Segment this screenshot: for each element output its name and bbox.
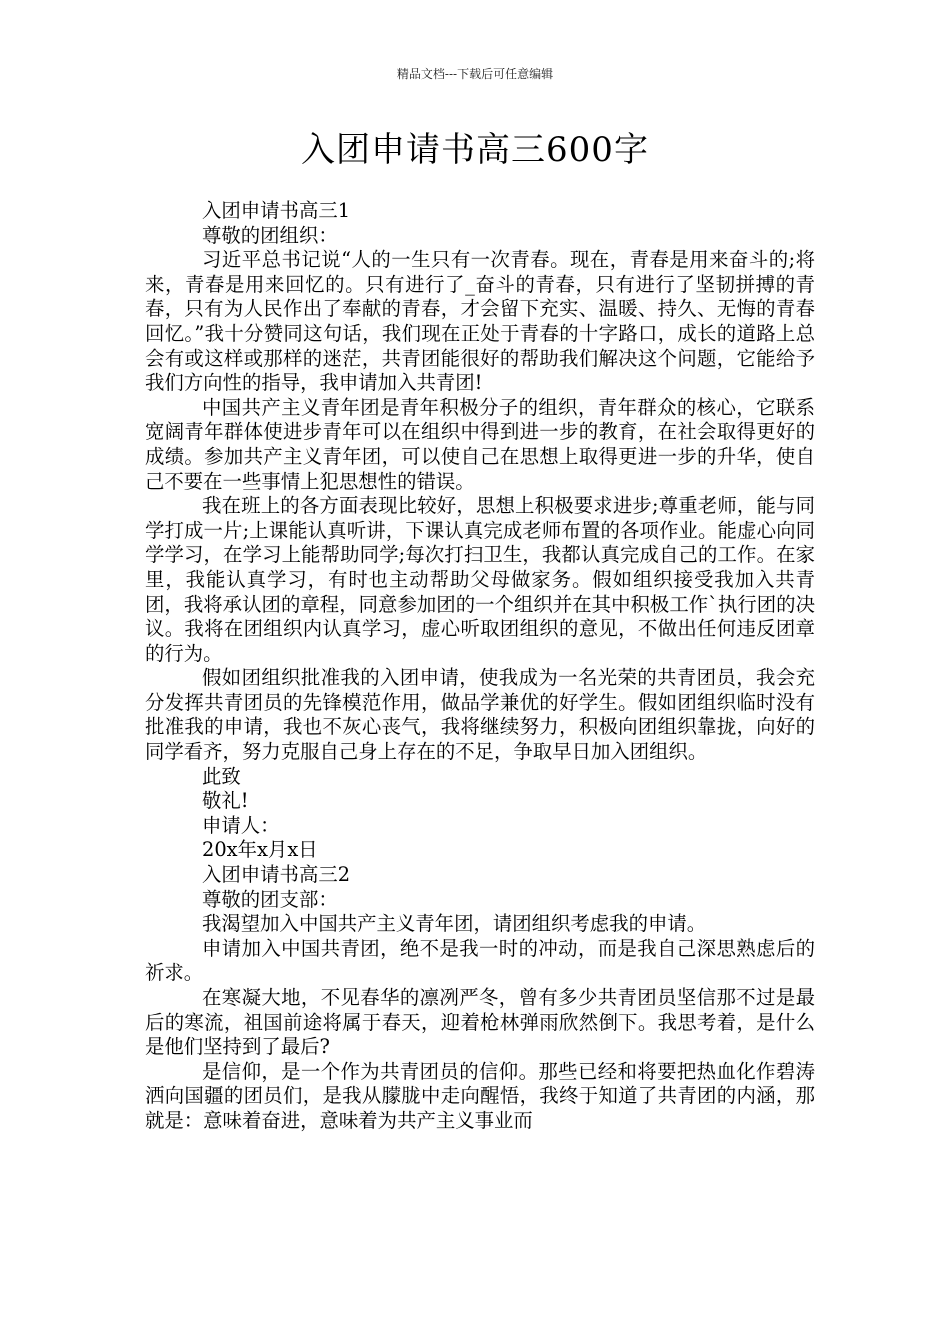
body-paragraph: 习近平总书记说“人的一生只有一次青春。现在，青春是用来奋斗的;将来，青春是用来回忆的。只有进行了_奋斗的青春，只有进行了坚韧拼搏的青春，只有为人民作出了奉献的青春，才会留下充实、温暖、持久、无悔的青春回忆。”我十分赞同这句话，我们现在正处于青春的十字路口，成长的道路上总会有或这样或那样的迷茫，共青团能很好的帮助我们解决这个问题，它能给予我们方向性的指导，我申请加入共青团! — [145, 248, 815, 395]
body-paragraph: 在寒凝大地，不见春华的凛冽严冬，曾有多少共青团员坚信那不过是最后的寒流，祖国前途将属于春天，迎着枪林弹雨欣然倒下。我思考着，是什么是他们坚持到了最后? — [145, 986, 815, 1059]
document-title: 入团申请书高三600字 — [301, 130, 649, 170]
date-line: 20x年x月x日 — [202, 838, 318, 862]
salutation: 尊敬的团组织： — [202, 223, 338, 247]
body-paragraph: 中国共产主义青年团是青年积极分子的组织，青年群众的核心，它联系宽阔青年群体使进步青年可以在组织中得到进一步的教育，在社会取得更好的成绩。参加共产主义青年团，可以使自己在思想上取得更进一步的升华，使自己不要在一些事情上犯思想性的错误。 — [145, 395, 815, 493]
body-paragraph: 假如团组织批准我的入团申请，使我成为一名光荣的共青团员，我会充分发挥共青团员的先锋模范作用，做品学兼优的好学生。假如团组织临时没有批准我的申请，我也不灰心丧气，我将继续努力，积极向团组织靠拢，向好的同学看齐，努力克服自己身上存在的不足，争取早日加入团组织。 — [145, 666, 815, 764]
applicant-line: 申请人： — [202, 813, 280, 837]
document-body — [145, 199, 815, 1134]
closing-line: 此致 — [202, 764, 241, 788]
body-paragraph: 申请加入中国共青团，绝不是我一时的冲动，而是我自己深思熟虑后的祈求。 — [145, 936, 815, 985]
body-paragraph: 我渴望加入中国共产主义青年团，请团组织考虑我的申请。 — [202, 912, 707, 936]
body-paragraph: 我在班上的各方面表现比较好，思想上积极要求进步;尊重老师，能与同学打成一片;上课能认真听讲，下课认真完成老师布置的各项作业。能虚心向同学学习，在学习上能帮助同学;每次打扫卫生，我都认真完成自己的工作。在家里，我能认真学习，有时也主动帮助父母做家务。假如组织接受我加入共青团，我将承认团的章程，同意参加团的一个组织并在其中积极工作`执行团的决议。我将在团组织内认真学习，虚心听取团组织的意见，不做出任何违反团章的行为。 — [145, 494, 815, 665]
closing-line: 敬礼! — [202, 789, 249, 813]
section-heading: 入团申请书高三2 — [202, 863, 351, 887]
page-header: 精品文档---下载后可任意编辑 — [396, 67, 554, 81]
body-paragraph: 是信仰，是一个作为共青团员的信仰。那些已经和将要把热血化作碧涛洒向国疆的团员们，是我从朦胧中走向醒悟，我终于知道了共青团的内涵，那就是：意味着奋进，意味着为共产主义事业而 — [145, 1059, 815, 1132]
salutation: 尊敬的团支部： — [202, 887, 338, 911]
section-heading: 入团申请书高三1 — [202, 199, 351, 222]
